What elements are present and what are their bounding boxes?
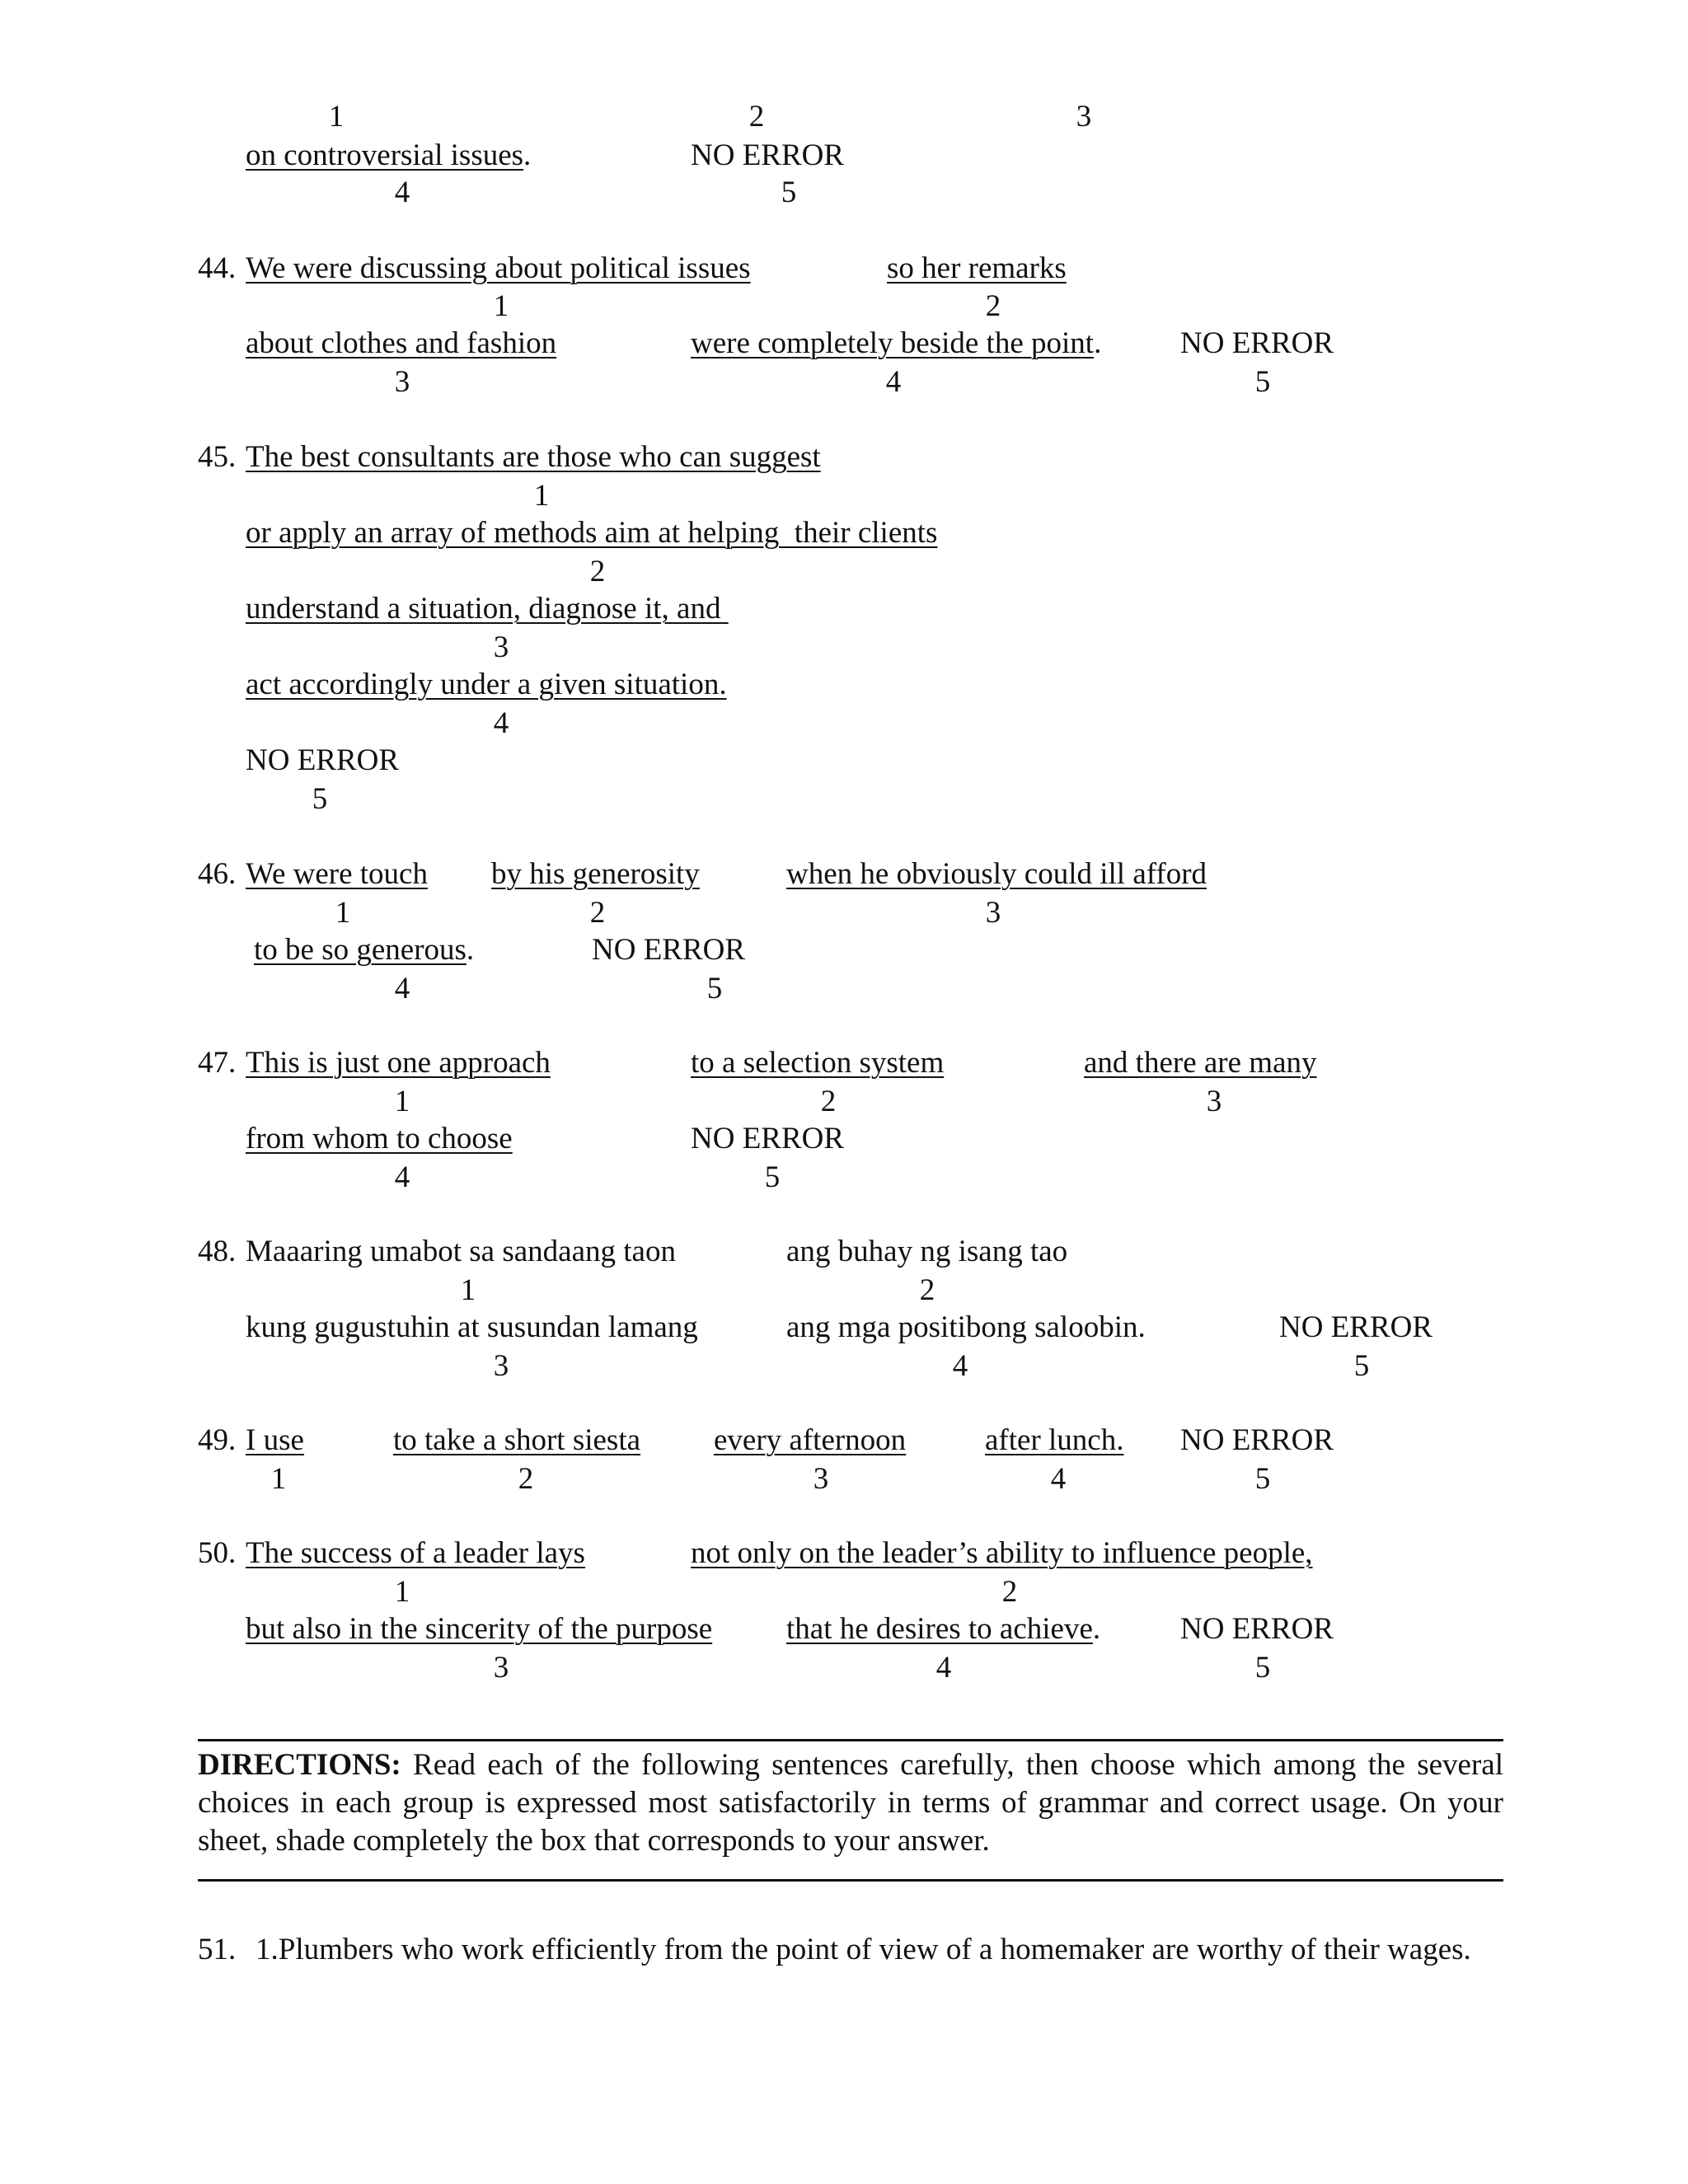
q44-choice-number-2: 2 xyxy=(985,289,1001,323)
q43-segment-4: on controversial issues. xyxy=(246,138,532,172)
q50-segment-1: The success of a leader lays xyxy=(246,1536,585,1570)
q43-no-error: NO ERROR xyxy=(691,138,845,172)
q50-number: 50. xyxy=(198,1536,237,1570)
q44-choice-number-3: 3 xyxy=(394,365,410,399)
q44-number: 44. xyxy=(198,251,237,285)
q44-segment-3: about clothes and fashion xyxy=(246,326,557,360)
q44-segment-4: were completely beside the point. xyxy=(691,326,1102,360)
q50-choice-number-2: 2 xyxy=(1001,1575,1018,1609)
q48-choice-number-1: 1 xyxy=(460,1273,476,1307)
q46-number: 46. xyxy=(198,857,237,891)
q49-no-error: NO ERROR xyxy=(1180,1423,1334,1457)
q49-choice-number-4: 4 xyxy=(1050,1462,1067,1496)
q49-segment-1: I use xyxy=(246,1423,304,1457)
q50-choice-number-4: 4 xyxy=(935,1651,952,1685)
q50-segment-3: but also in the sincerity of the purpose xyxy=(246,1612,713,1646)
directions-bottom-rule xyxy=(198,1879,1503,1882)
q46-choice-number-3: 3 xyxy=(985,896,1001,930)
q46-segment-1: We were touch xyxy=(246,857,428,891)
q50-segment-2: not only on the leader’s ability to influence people, xyxy=(691,1536,1313,1570)
q45-no-error: NO ERROR xyxy=(246,743,400,777)
q48-segment-3: kung gugustuhin at susundan lamang xyxy=(246,1310,698,1344)
q47-choice-number-4: 4 xyxy=(394,1160,410,1194)
q45-segment-3: understand a situation, diagnose it, and xyxy=(246,592,729,626)
q46-segment-4: to be so generous. xyxy=(254,933,475,967)
q45-segment-1: The best consultants are those who can suggest xyxy=(246,440,821,474)
q43-choice-number-3: 3 xyxy=(1076,100,1092,134)
q48-number: 48. xyxy=(198,1235,237,1268)
q46-choice-number-5: 5 xyxy=(706,972,723,1005)
q51-option-1: 1.Plumbers who work efficiently from the point of view of a homemaker are worthy of their wages. xyxy=(256,1933,1471,1966)
q50-choice-number-1: 1 xyxy=(394,1575,410,1609)
q47-segment-3: and there are many xyxy=(1084,1046,1317,1080)
directions-heading: DIRECTIONS: xyxy=(198,1748,401,1782)
q50-choice-number-3: 3 xyxy=(493,1651,509,1685)
q44-segment-2: so her remarks xyxy=(887,251,1067,285)
q44-choice-number-1: 1 xyxy=(493,289,509,323)
q43-choice-number-5: 5 xyxy=(781,176,797,209)
q48-choice-number-3: 3 xyxy=(493,1349,509,1383)
q50-segment-4: that he desires to achieve. xyxy=(786,1612,1101,1646)
q44-choice-number-4: 4 xyxy=(885,365,902,399)
q45-choice-number-2: 2 xyxy=(589,555,606,588)
q48-no-error: NO ERROR xyxy=(1279,1310,1433,1344)
q48-segment-2: ang buhay ng isang tao xyxy=(786,1235,1068,1268)
q45-choice-number-3: 3 xyxy=(493,630,509,664)
q49-segment-2: to take a short siesta xyxy=(393,1423,641,1457)
q46-choice-number-1: 1 xyxy=(335,896,351,930)
q48-choice-number-4: 4 xyxy=(952,1349,968,1383)
q47-no-error: NO ERROR xyxy=(691,1122,845,1155)
q48-choice-number-2: 2 xyxy=(919,1273,935,1307)
q44-segment-1: We were discussing about political issues xyxy=(246,251,751,285)
q45-choice-number-5: 5 xyxy=(312,782,328,816)
q49-choice-number-5: 5 xyxy=(1254,1462,1271,1496)
q48-choice-number-5: 5 xyxy=(1353,1349,1370,1383)
directions-paragraph xyxy=(198,1746,1503,1860)
q44-choice-number-5: 5 xyxy=(1254,365,1271,399)
directions-top-rule xyxy=(198,1739,1503,1741)
q46-no-error: NO ERROR xyxy=(592,933,746,967)
q49-segment-3: every afternoon xyxy=(714,1423,907,1457)
q45-number: 45. xyxy=(198,440,237,474)
q45-choice-number-1: 1 xyxy=(533,479,550,513)
q44-no-error: NO ERROR xyxy=(1180,326,1334,360)
q49-number: 49. xyxy=(198,1423,237,1457)
q45-segment-4: act accordingly under a given situation. xyxy=(246,668,727,701)
q47-number: 47. xyxy=(198,1046,237,1080)
q47-segment-2: to a selection system xyxy=(691,1046,945,1080)
q47-segment-1: This is just one approach xyxy=(246,1046,551,1080)
q45-choice-number-4: 4 xyxy=(493,706,509,740)
q47-choice-number-2: 2 xyxy=(820,1085,837,1118)
q43-choice-number-1: 1 xyxy=(328,100,345,134)
q50-choice-number-5: 5 xyxy=(1254,1651,1271,1685)
directions-text: Read each of the following sentences carefully, then choose which among the several choices in each group is expressed most satisfactorily in terms of grammar and correct usage. On your sheet, shade completely the box that corresponds to your answer. xyxy=(198,1748,1503,1858)
q45-segment-2: or apply an array of methods aim at helping their clients xyxy=(246,516,938,550)
q47-segment-4: from whom to choose xyxy=(246,1122,513,1155)
q47-choice-number-3: 3 xyxy=(1206,1085,1222,1118)
q46-segment-3: when he obviously could ill afford xyxy=(786,857,1207,891)
q49-choice-number-3: 3 xyxy=(813,1462,829,1496)
q43-choice-number-4: 4 xyxy=(394,176,410,209)
q47-choice-number-1: 1 xyxy=(394,1085,410,1118)
q46-segment-2: by his generosity xyxy=(491,857,700,891)
q48-segment-1: Maaaring umabot sa sandaang taon xyxy=(246,1235,676,1268)
q49-choice-number-2: 2 xyxy=(518,1462,534,1496)
q46-choice-number-2: 2 xyxy=(589,896,606,930)
q47-choice-number-5: 5 xyxy=(764,1160,781,1194)
q43-choice-number-2: 2 xyxy=(748,100,765,134)
q49-choice-number-1: 1 xyxy=(270,1462,287,1496)
q49-segment-4: after lunch. xyxy=(985,1423,1124,1457)
q46-choice-number-4: 4 xyxy=(394,972,410,1005)
q50-no-error: NO ERROR xyxy=(1180,1612,1334,1646)
q48-segment-4: ang mga positibong saloobin. xyxy=(786,1310,1146,1344)
q51-number: 51. xyxy=(198,1933,237,1966)
